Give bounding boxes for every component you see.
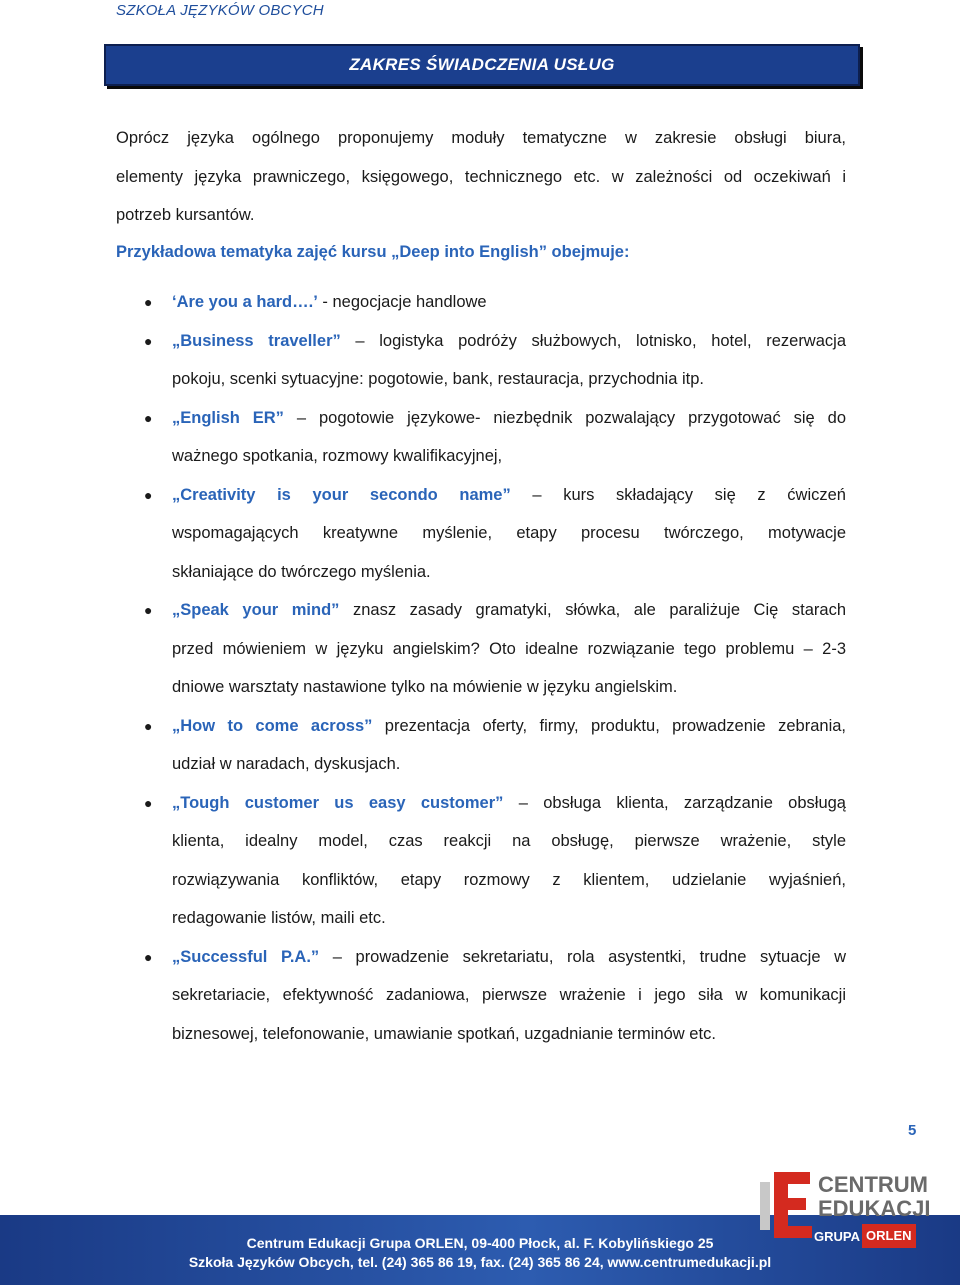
intro-paragraph [116,119,846,235]
course-subheading: Przykładowa tematyka zajęć kursu „Deep into English” obejmuje: [116,243,630,261]
footer-contact: Szkoła Języków Obcych, tel. (24) 365 86 19, fax. (24) 365 86 24, www.centrumedukacji.pl [188,1254,772,1270]
item-text: sekretariacie, efektywność zadaniowa, pierwsze wrażenie i jego siła w komunikacji [172,986,846,1004]
bullet-icon: ● [144,948,153,965]
item-dash: – [296,408,307,427]
logo-line: EDUKACJI [818,1196,931,1221]
logo-line: CENTRUM [818,1172,928,1197]
item-text: znasz zasady gramatyki, słówka, ale paraliżuje Cię starach [353,601,846,619]
bullet-icon: ● [144,794,153,811]
list-item [116,322,846,399]
intro-line: Oprócz języka ogólnego proponujemy moduły tematyczne w zakresie obsługi biura, [116,129,846,147]
item-text: skłaniające do twórczego myślenia. [172,562,431,581]
item-text: prowadzenie sekretariatu, rola asystentki, trudne sytuacje w [355,947,846,966]
item-dash: - [322,293,328,311]
item-text: dniowe warsztaty nastawione tylko na mówienie w języku angielskim. [172,678,678,696]
item-text: biznesowej, telefonowanie, umawianie spotkań, uzgadnianie terminów etc. [172,1024,716,1043]
item-text: redagowanie listów, maili etc. [172,909,386,927]
section-title-bar [104,44,860,86]
list-item [116,938,846,1054]
item-text: ważnego spotkania, rozmowy kwalifikacyjnej, [172,447,503,465]
item-dash: – [532,485,542,504]
bullet-icon: ● [144,409,153,426]
item-dash: – [518,793,528,812]
list-item [116,283,846,322]
bullet-icon: ● [144,602,153,618]
item-title: „Speak your mind” [172,601,340,619]
item-text: wspomagających kreatywne myślenie, etapy procesu twórczego, motywacje [172,524,846,542]
intro-line: potrzeb kursantów. [116,206,255,224]
page-number: 5 [908,1122,917,1139]
item-dash: – [355,331,365,350]
item-text: negocjacje handlowe [332,293,487,311]
list-item [116,784,846,938]
item-text: kurs składający się z ćwiczeń [563,485,846,504]
item-text: obsługa klienta, zarządzanie obsługą [543,793,846,812]
item-dash: – [332,947,342,966]
item-text: rozwiązywania konfliktów, etapy rozmowy z klientem, udzielanie wyjaśnień, [172,870,846,889]
list-item [116,707,846,784]
bullet-icon: ● [144,717,153,734]
item-title: „Business traveller” [172,331,341,350]
section-title: ZAKRES ŚWIADCZENIA USŁUG [349,55,615,74]
footer-address: Centrum Edukacji Grupa ORLEN, 09-400 Płock, al. F. Kobylińskiego 25 [246,1235,714,1251]
item-text: klienta, idealny model, czas reakcji na obsługę, pierwsze wrażenie, style [172,832,846,850]
list-item [116,591,846,707]
item-title: „Successful P.A.” [172,947,320,966]
intro-line: elementy języka prawniczego, księgowego, technicznego etc. w zależności od oczekiwań i [116,167,846,186]
item-text: udział w naradach, dyskusjach. [172,755,401,773]
item-title: „Tough customer us easy customer” [172,793,504,812]
document-header: SZKOŁA JĘZYKÓW OBCYCH [116,2,324,19]
list-item [116,399,846,476]
logo-line: ORLEN [862,1224,916,1248]
bullet-icon: ● [144,486,153,503]
topics-list [116,283,846,1053]
bullet-icon: ● [144,332,153,349]
bullet-icon: ● [144,294,153,310]
item-title: „Creativity is your secondo name” [172,485,511,504]
item-text: prezentacja oferty, firmy, produktu, prowadzenie zebrania, [384,716,846,735]
item-text: pokoju, scenki sytuacyjne: pogotowie, bank, restauracja, przychodnia itp. [172,370,704,388]
item-text: przed mówieniem w języku angielskim? Oto idealne rozwiązanie tego problemu – 2-3 [172,639,846,658]
item-title: „How to come across” [172,716,373,735]
logo-line: GRUPA [814,1229,860,1244]
item-text: pogotowie językowe- niezbędnik pozwalający przygotować się do [319,408,846,427]
list-item [116,476,846,592]
item-text: logistyka podróży służbowych, lotnisko, hotel, rezerwacja [379,331,846,350]
item-title: ‘Are you a hard….’ [172,293,318,311]
item-title: „English ER” [172,408,284,427]
